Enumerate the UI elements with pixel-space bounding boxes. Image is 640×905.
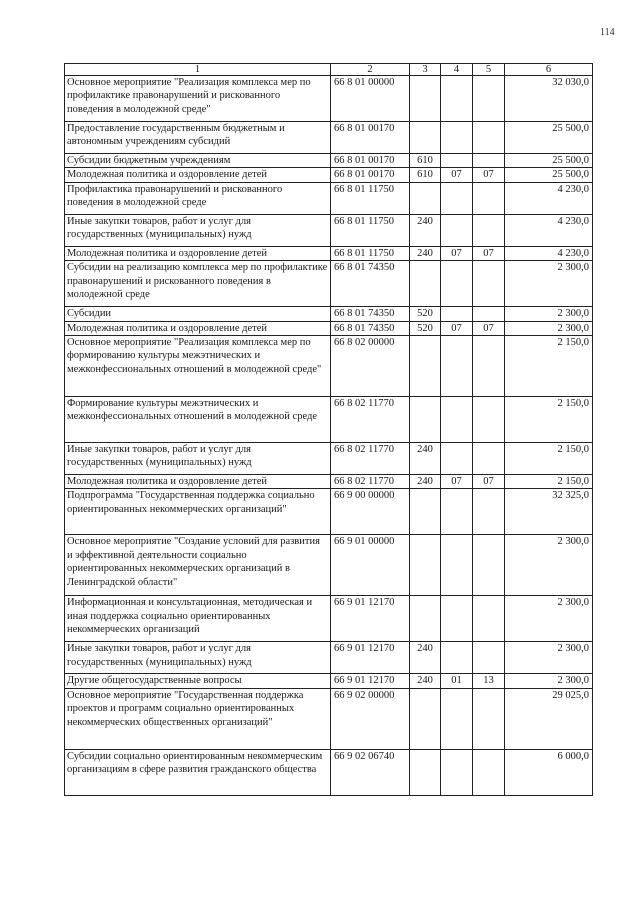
row-expense-type: 610: [410, 154, 441, 168]
row-name: Иные закупки товаров, работ и услуг для государственных (муниципальных) нужд: [65, 443, 331, 475]
row-section: [441, 154, 473, 168]
row-name: Основное мероприятие "Реализация комплекса мер по формированию культуры межэтнических и межконфессиональных отношений в молодежной среде": [65, 336, 331, 397]
row-name: Формирование культуры межэтнических и межконфессиональных отношений в молодежной среде: [65, 397, 331, 443]
row-amount: 4 230,0: [505, 214, 593, 246]
row-amount: 2 150,0: [505, 475, 593, 489]
table-row: [65, 168, 593, 182]
column-header-5: 5: [473, 64, 505, 76]
row-section: [441, 397, 473, 443]
row-amount: 2 150,0: [505, 443, 593, 475]
row-code: 66 8 02 11770: [331, 443, 410, 475]
row-section: [441, 76, 473, 122]
row-expense-type: [410, 535, 441, 596]
row-name: Основное мероприятие "Государственная поддержка проектов и программ социально ориентированных некоммерческих общественных организаций": [65, 688, 331, 749]
row-code: 66 9 01 12170: [331, 596, 410, 642]
row-amount: 2 300,0: [505, 535, 593, 596]
table-row: [65, 688, 593, 749]
row-subsection: [473, 261, 505, 307]
row-subsection: [473, 336, 505, 397]
row-code: 66 9 01 12170: [331, 642, 410, 674]
row-amount: 2 300,0: [505, 261, 593, 307]
row-expense-type: 240: [410, 443, 441, 475]
table-row: [65, 674, 593, 688]
row-subsection: [473, 154, 505, 168]
row-name: Субсидии социально ориентированным некоммерческим организациям в сфере развития гражданского общества: [65, 749, 331, 795]
row-name: Информационная и консультационная, методическая и иная поддержка социально ориентированных некоммерческих организаций: [65, 596, 331, 642]
row-section: 07: [441, 168, 473, 182]
row-subsection: [473, 307, 505, 321]
column-header-3: 3: [410, 64, 441, 76]
row-subsection: [473, 642, 505, 674]
row-expense-type: [410, 122, 441, 154]
row-section: 07: [441, 321, 473, 335]
row-expense-type: [410, 397, 441, 443]
row-name: Субсидии: [65, 307, 331, 321]
row-code: 66 8 01 11750: [331, 214, 410, 246]
table-row: [65, 596, 593, 642]
row-expense-type: 240: [410, 475, 441, 489]
row-code: 66 9 02 00000: [331, 688, 410, 749]
row-amount: 32 325,0: [505, 489, 593, 535]
budget-table: [64, 63, 593, 796]
row-section: [441, 443, 473, 475]
row-section: [441, 596, 473, 642]
row-amount: 2 150,0: [505, 397, 593, 443]
row-section: [441, 336, 473, 397]
row-expense-type: 240: [410, 674, 441, 688]
column-header-2: 2: [331, 64, 410, 76]
row-subsection: [473, 688, 505, 749]
row-code: 66 8 01 11750: [331, 182, 410, 214]
row-expense-type: [410, 596, 441, 642]
row-expense-type: [410, 489, 441, 535]
row-section: [441, 182, 473, 214]
row-name: Молодежная политика и оздоровление детей: [65, 321, 331, 335]
row-expense-type: 610: [410, 168, 441, 182]
table-row: [65, 336, 593, 397]
row-code: 66 9 01 12170: [331, 674, 410, 688]
row-subsection: [473, 749, 505, 795]
row-code: 66 8 01 00170: [331, 122, 410, 154]
row-section: 07: [441, 475, 473, 489]
row-expense-type: [410, 336, 441, 397]
table-row: [65, 261, 593, 307]
row-amount: 2 300,0: [505, 674, 593, 688]
row-subsection: [473, 443, 505, 475]
row-name: Субсидии бюджетным учреждениям: [65, 154, 331, 168]
row-section: [441, 307, 473, 321]
row-section: [441, 535, 473, 596]
row-code: 66 9 01 00000: [331, 535, 410, 596]
row-code: 66 8 01 11750: [331, 246, 410, 260]
row-subsection: 07: [473, 321, 505, 335]
row-section: [441, 489, 473, 535]
row-amount: 2 300,0: [505, 642, 593, 674]
row-section: 01: [441, 674, 473, 688]
row-name: Иные закупки товаров, работ и услуг для государственных (муниципальных) нужд: [65, 642, 331, 674]
column-header-4: 4: [441, 64, 473, 76]
table-row: [65, 214, 593, 246]
row-subsection: 13: [473, 674, 505, 688]
row-expense-type: 520: [410, 321, 441, 335]
table-row: [65, 154, 593, 168]
row-code: 66 8 01 00170: [331, 168, 410, 182]
table-row: [65, 475, 593, 489]
row-subsection: [473, 214, 505, 246]
row-amount: 32 030,0: [505, 76, 593, 122]
row-amount: 6 000,0: [505, 749, 593, 795]
row-section: [441, 214, 473, 246]
row-amount: 2 300,0: [505, 321, 593, 335]
row-section: [441, 261, 473, 307]
row-name: Субсидии на реализацию комплекса мер по профилактике правонарушений и рискованного поведения в молодежной среде: [65, 261, 331, 307]
row-code: 66 8 01 00000: [331, 76, 410, 122]
row-amount: 4 230,0: [505, 246, 593, 260]
row-code: 66 9 00 00000: [331, 489, 410, 535]
row-amount: 25 500,0: [505, 154, 593, 168]
row-subsection: [473, 535, 505, 596]
table-row: [65, 182, 593, 214]
table-row: [65, 443, 593, 475]
row-expense-type: [410, 76, 441, 122]
row-amount: 2 300,0: [505, 307, 593, 321]
row-name: Предоставление государственным бюджетным и автономным учреждениям субсидий: [65, 122, 331, 154]
column-header-6: 6: [505, 64, 593, 76]
table-row: [65, 489, 593, 535]
row-subsection: 07: [473, 475, 505, 489]
row-expense-type: 240: [410, 214, 441, 246]
row-amount: 2 150,0: [505, 336, 593, 397]
row-subsection: [473, 489, 505, 535]
row-subsection: [473, 182, 505, 214]
table-row: [65, 397, 593, 443]
row-code: 66 9 02 06740: [331, 749, 410, 795]
row-code: 66 8 02 11770: [331, 475, 410, 489]
column-header-1: 1: [65, 64, 331, 76]
row-amount: 25 500,0: [505, 168, 593, 182]
table-row: [65, 749, 593, 795]
row-subsection: [473, 122, 505, 154]
row-code: 66 8 02 11770: [331, 397, 410, 443]
row-name: Иные закупки товаров, работ и услуг для государственных (муниципальных) нужд: [65, 214, 331, 246]
row-code: 66 8 01 00170: [331, 154, 410, 168]
table-row: [65, 321, 593, 335]
row-expense-type: 240: [410, 642, 441, 674]
row-name: Молодежная политика и оздоровление детей: [65, 475, 331, 489]
row-name: Другие общегосударственные вопросы: [65, 674, 331, 688]
row-section: 07: [441, 246, 473, 260]
header-row: [65, 64, 593, 76]
row-section: [441, 688, 473, 749]
row-expense-type: [410, 182, 441, 214]
row-expense-type: [410, 688, 441, 749]
row-code: 66 8 02 00000: [331, 336, 410, 397]
table-row: [65, 535, 593, 596]
row-amount: 25 500,0: [505, 122, 593, 154]
row-section: [441, 122, 473, 154]
row-code: 66 8 01 74350: [331, 307, 410, 321]
row-name: Основное мероприятие "Создание условий для развития и эффективной деятельности социально ориентированных некоммерческих организаций в Ленинградской области": [65, 535, 331, 596]
row-expense-type: [410, 749, 441, 795]
row-subsection: [473, 397, 505, 443]
row-subsection: 07: [473, 246, 505, 260]
row-subsection: 07: [473, 168, 505, 182]
table-row: [65, 307, 593, 321]
row-code: 66 8 01 74350: [331, 321, 410, 335]
row-section: [441, 642, 473, 674]
table-row: [65, 246, 593, 260]
row-expense-type: 520: [410, 307, 441, 321]
table-row: [65, 76, 593, 122]
row-expense-type: [410, 261, 441, 307]
row-name: Молодежная политика и оздоровление детей: [65, 246, 331, 260]
row-amount: 29 025,0: [505, 688, 593, 749]
row-name: Молодежная политика и оздоровление детей: [65, 168, 331, 182]
row-expense-type: 240: [410, 246, 441, 260]
row-section: [441, 749, 473, 795]
row-name: Подпрограмма "Государственная поддержка социально ориентированных некоммерческих организаций": [65, 489, 331, 535]
row-subsection: [473, 76, 505, 122]
row-subsection: [473, 596, 505, 642]
row-amount: 4 230,0: [505, 182, 593, 214]
row-name: Профилактика правонарушений и рискованного поведения в молодежной среде: [65, 182, 331, 214]
table-row: [65, 122, 593, 154]
row-code: 66 8 01 74350: [331, 261, 410, 307]
row-name: Основное мероприятие "Реализация комплекса мер по профилактике правонарушений и рискованного поведения в молодежной среде": [65, 76, 331, 122]
table-row: [65, 642, 593, 674]
row-amount: 2 300,0: [505, 596, 593, 642]
page-number: 114: [600, 27, 615, 38]
